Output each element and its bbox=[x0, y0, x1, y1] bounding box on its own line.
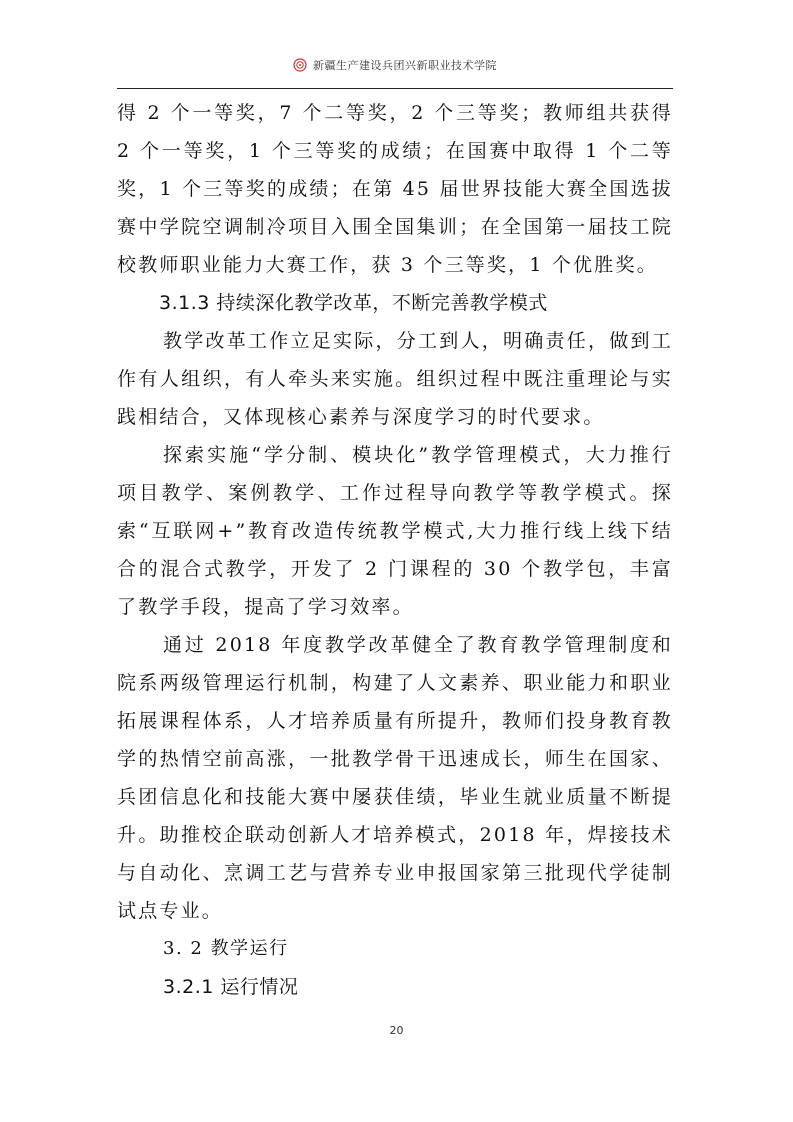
page-header bbox=[117, 48, 673, 82]
college-logo-icon bbox=[293, 58, 307, 72]
section-heading-3-1-3: 3.1.3 持续深化教学改革，不断完善教学模式 bbox=[159, 292, 548, 314]
paragraph-reform-work: 教学改革工作立足实际，分工到人，明确责任，做到工作有人组织，有人牵头来实施。组织过程中既注重理论与实践相结合，又体现核心素养与深度学习的时代要求。 bbox=[117, 330, 673, 428]
section-heading-3-2: 3. 2 教学运行 bbox=[163, 938, 289, 959]
header-title: 新疆生产建设兵团兴新职业技术学院 bbox=[313, 59, 497, 72]
document-body bbox=[117, 94, 673, 1006]
page-number: 20 bbox=[389, 1024, 404, 1037]
paragraph-reform-results: 通过 2018 年度教学改革健全了教育教学管理制度和院系两级管理运行机制，构建了人文素养、职业能力和职业拓展课程体系，人才培养质量有所提升，教师们投身教育教学的热情空前高涨，一批教学骨干迅速成长，师生在国家、兵团信息化和技能大赛中屡获佳绩，毕业生就业质量不断提升。助推校企联动创新人才培养模式，2018 年，焊接技术与自动化、烹调工艺与营养专业申报国家第三批现代学徒制试点专业。 bbox=[117, 634, 673, 922]
header-divider bbox=[117, 88, 673, 89]
paragraph-awards: 得 2 个一等奖，7 个二等奖，2 个三等奖；教师组共获得 2 个一等奖，1 个三等奖的成绩；在国赛中取得 1 个二等奖，1 个三等奖的成绩；在第 45 届世界技能大赛全国选拔赛中学院空调制冷项目入围全国集训；在全国第一届技工院校教师职业能力大赛工作，获 3 个三等奖，1 个优胜奖。 bbox=[117, 102, 673, 276]
section-heading-3-2-1: 3.2.1 运行情况 bbox=[163, 976, 299, 998]
paragraph-teaching-modes: 探索实施“学分制、模块化”教学管理模式，大力推行项目教学、案例教学、工作过程导向教学等教学模式。探索“互联网+”教育改造传统教学模式,大力推行线上线下结合的混合式教学，开发了 2 门课程的 30 个教学包，丰富了教学手段，提高了学习效率。 bbox=[117, 444, 673, 618]
